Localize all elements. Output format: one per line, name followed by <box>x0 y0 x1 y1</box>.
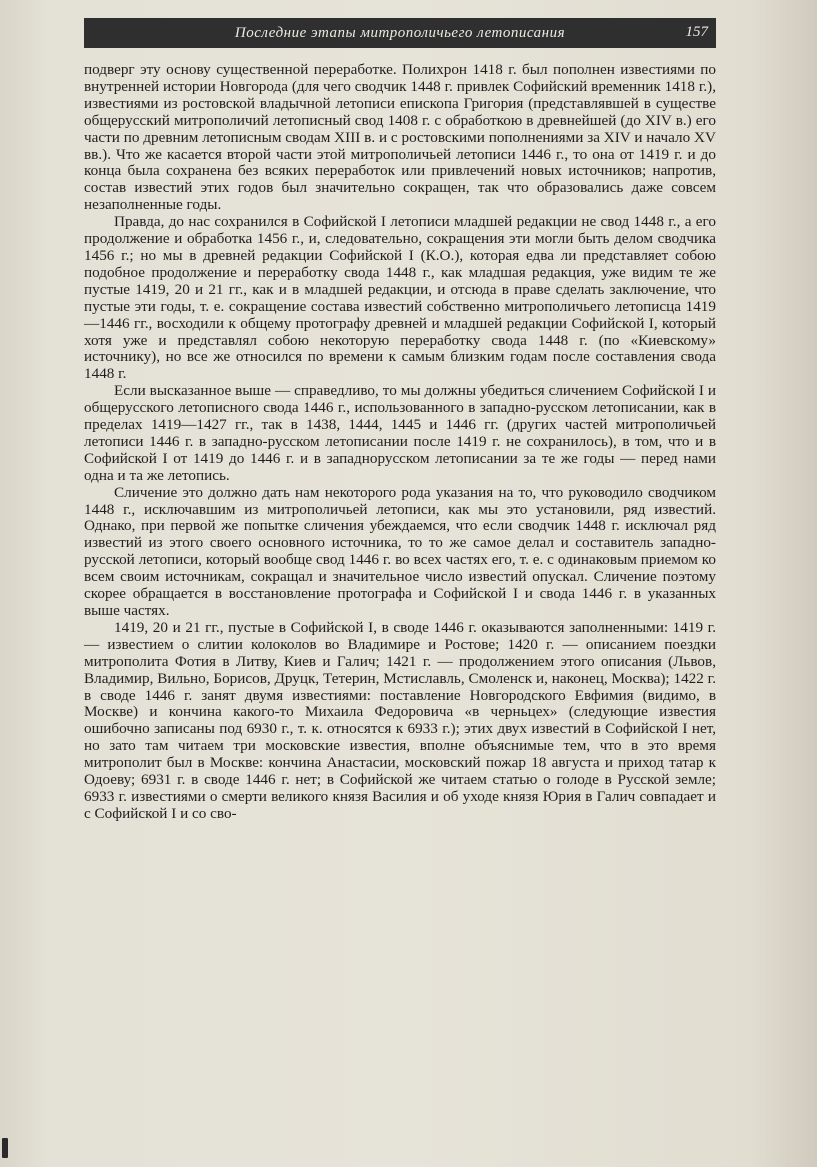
page-number: 157 <box>685 24 708 40</box>
paragraph-4: Сличение это должно дать нам некоторого рода указания на то, что руководило сводчиком 1448 г., исключавшим из митрополичьей летописи, как мы это установили, ряд известий. Однако, при первой же попытке сличения убеждаемся, что если сводчик 1448 г. исключал ряд известий из этого своего основного источника, то то же самое делал и составитель западно-русской летописи, который вообще свод 1446 г. во всех частях его, т. е. с одинаковым приемом ко всем своим источникам, сокращал и значительное число известий опускал. Сличение поэтому скорее обращается в восстановление протографа и Софийской I и свода 1446 г. в указанных выше частях. <box>84 483 716 619</box>
paragraph-5: 1419, 20 и 21 гг., пустые в Софийской I, в своде 1446 г. оказываются заполненными: 1419 г. — известием о слитии колоколов во Владимире и Ростове; 1420 г. — описанием поездки митрополита Фотия в Литву, Киев и Галич; 1421 г. — продолжением этого описания (Львов, Владимир, Вильно, Борисов, Друцк, Тетерин, Мстиславль, Смоленск и, наконец, Москва); 1422 г. в своде 1446 г. занят двумя известиями: поставление Новгородского Евфимия (видимо, в Москве) и кончина какого-то Михаила Федоровича «в черньцех» (следующие известия ошибочно записаны под 6930 г., т. к. относятся к 6933 г.); этих двух известий в Софийской I нет, но зато там читаем три московские известия, вполне объяснимые тем, что в это время митрополит был в Москве: кончина Анастасии, московский пожар 18 августа и приход татар к Одоеву; 6931 г. в своде 1446 г. нет; в Софийской же читаем статью о голоде в Русской земле; 6933 г. известиями о смерти великого князя Василия и об уходе князя Юрия в Галич совпадает и с Софийской I и со сво- <box>84 618 716 822</box>
body-text <box>84 62 716 823</box>
page-edge-mark <box>2 1138 8 1158</box>
running-header <box>84 18 716 48</box>
header-title: Последние этапы митрополичьего летописания <box>234 24 566 41</box>
paragraph-3: Если высказанное выше — справедливо, то мы должны убедиться сличением Софийской I и общерусского летописного свода 1446 г., использованного в западно-русском летописании, как в пределах 1419—1427 гг., так в 1438, 1444, 1445 и 1446 гг. (других частей митрополичьей летописи 1446 г. в западно-русском летописании после 1419 г. не сохранилось), в том, что и в Софийской I от 1419 до 1446 г. и в западнорусском летописании за те же годы — перед нами одна и та же летопись. <box>84 382 716 484</box>
paragraph-2: Правда, до нас сохранился в Софийской I летописи младшей редакции не свод 1448 г., а его продолжение и обработка 1456 г., и, следовательно, сокращения эти могли быть делом сводчика 1456 г.; но мы в древней редакции Софийской I (К.О.), которая едва ли представляет собою подобное продолжение и переработку свода 1448 г., как младшая редакция, уже видим те же пустые 1419, 20 и 21 гг., как и в младшей редакции, и отсюда в праве сделать заключение, что пустые эти годы, т. е. сокращение состава известий собственно митрополичьего летописца 1419—1446 гг., восходили к общему протографу древней и младшей редакции Софийской I, который хотя уже и представлял собою некоторую переработку свода 1448 г. (по «Киевскому» источнику), но все же относился по времени к самым близким годам после составления свода 1448 г. <box>84 213 716 383</box>
paragraph-1: подверг эту основу существенной переработке. Полихрон 1418 г. был пополнен известиями по внутренней истории Новгорода (для чего сводчик 1448 г. привлек Софийский временник 1418 г.), известиями из ростовской владычной летописи епископа Григория (представлявшей в существе общерусский митрополичий летописный свод 1408 г. с обработкою в древнейшей (до XIV в.) его части по древним летописным сводам XIII в. и с ростовскими пополнениями за XIV и начало XV вв.). Что же касается второй части этой митрополичьей летописи 1446 г., то она от 1419 г. и до конца была сохранена без всяких переработок или привлечений новых источников; напротив, состав известий этих годов был значительно сокращен, так что образовались даже совсем незаполненные годы. <box>84 61 716 214</box>
